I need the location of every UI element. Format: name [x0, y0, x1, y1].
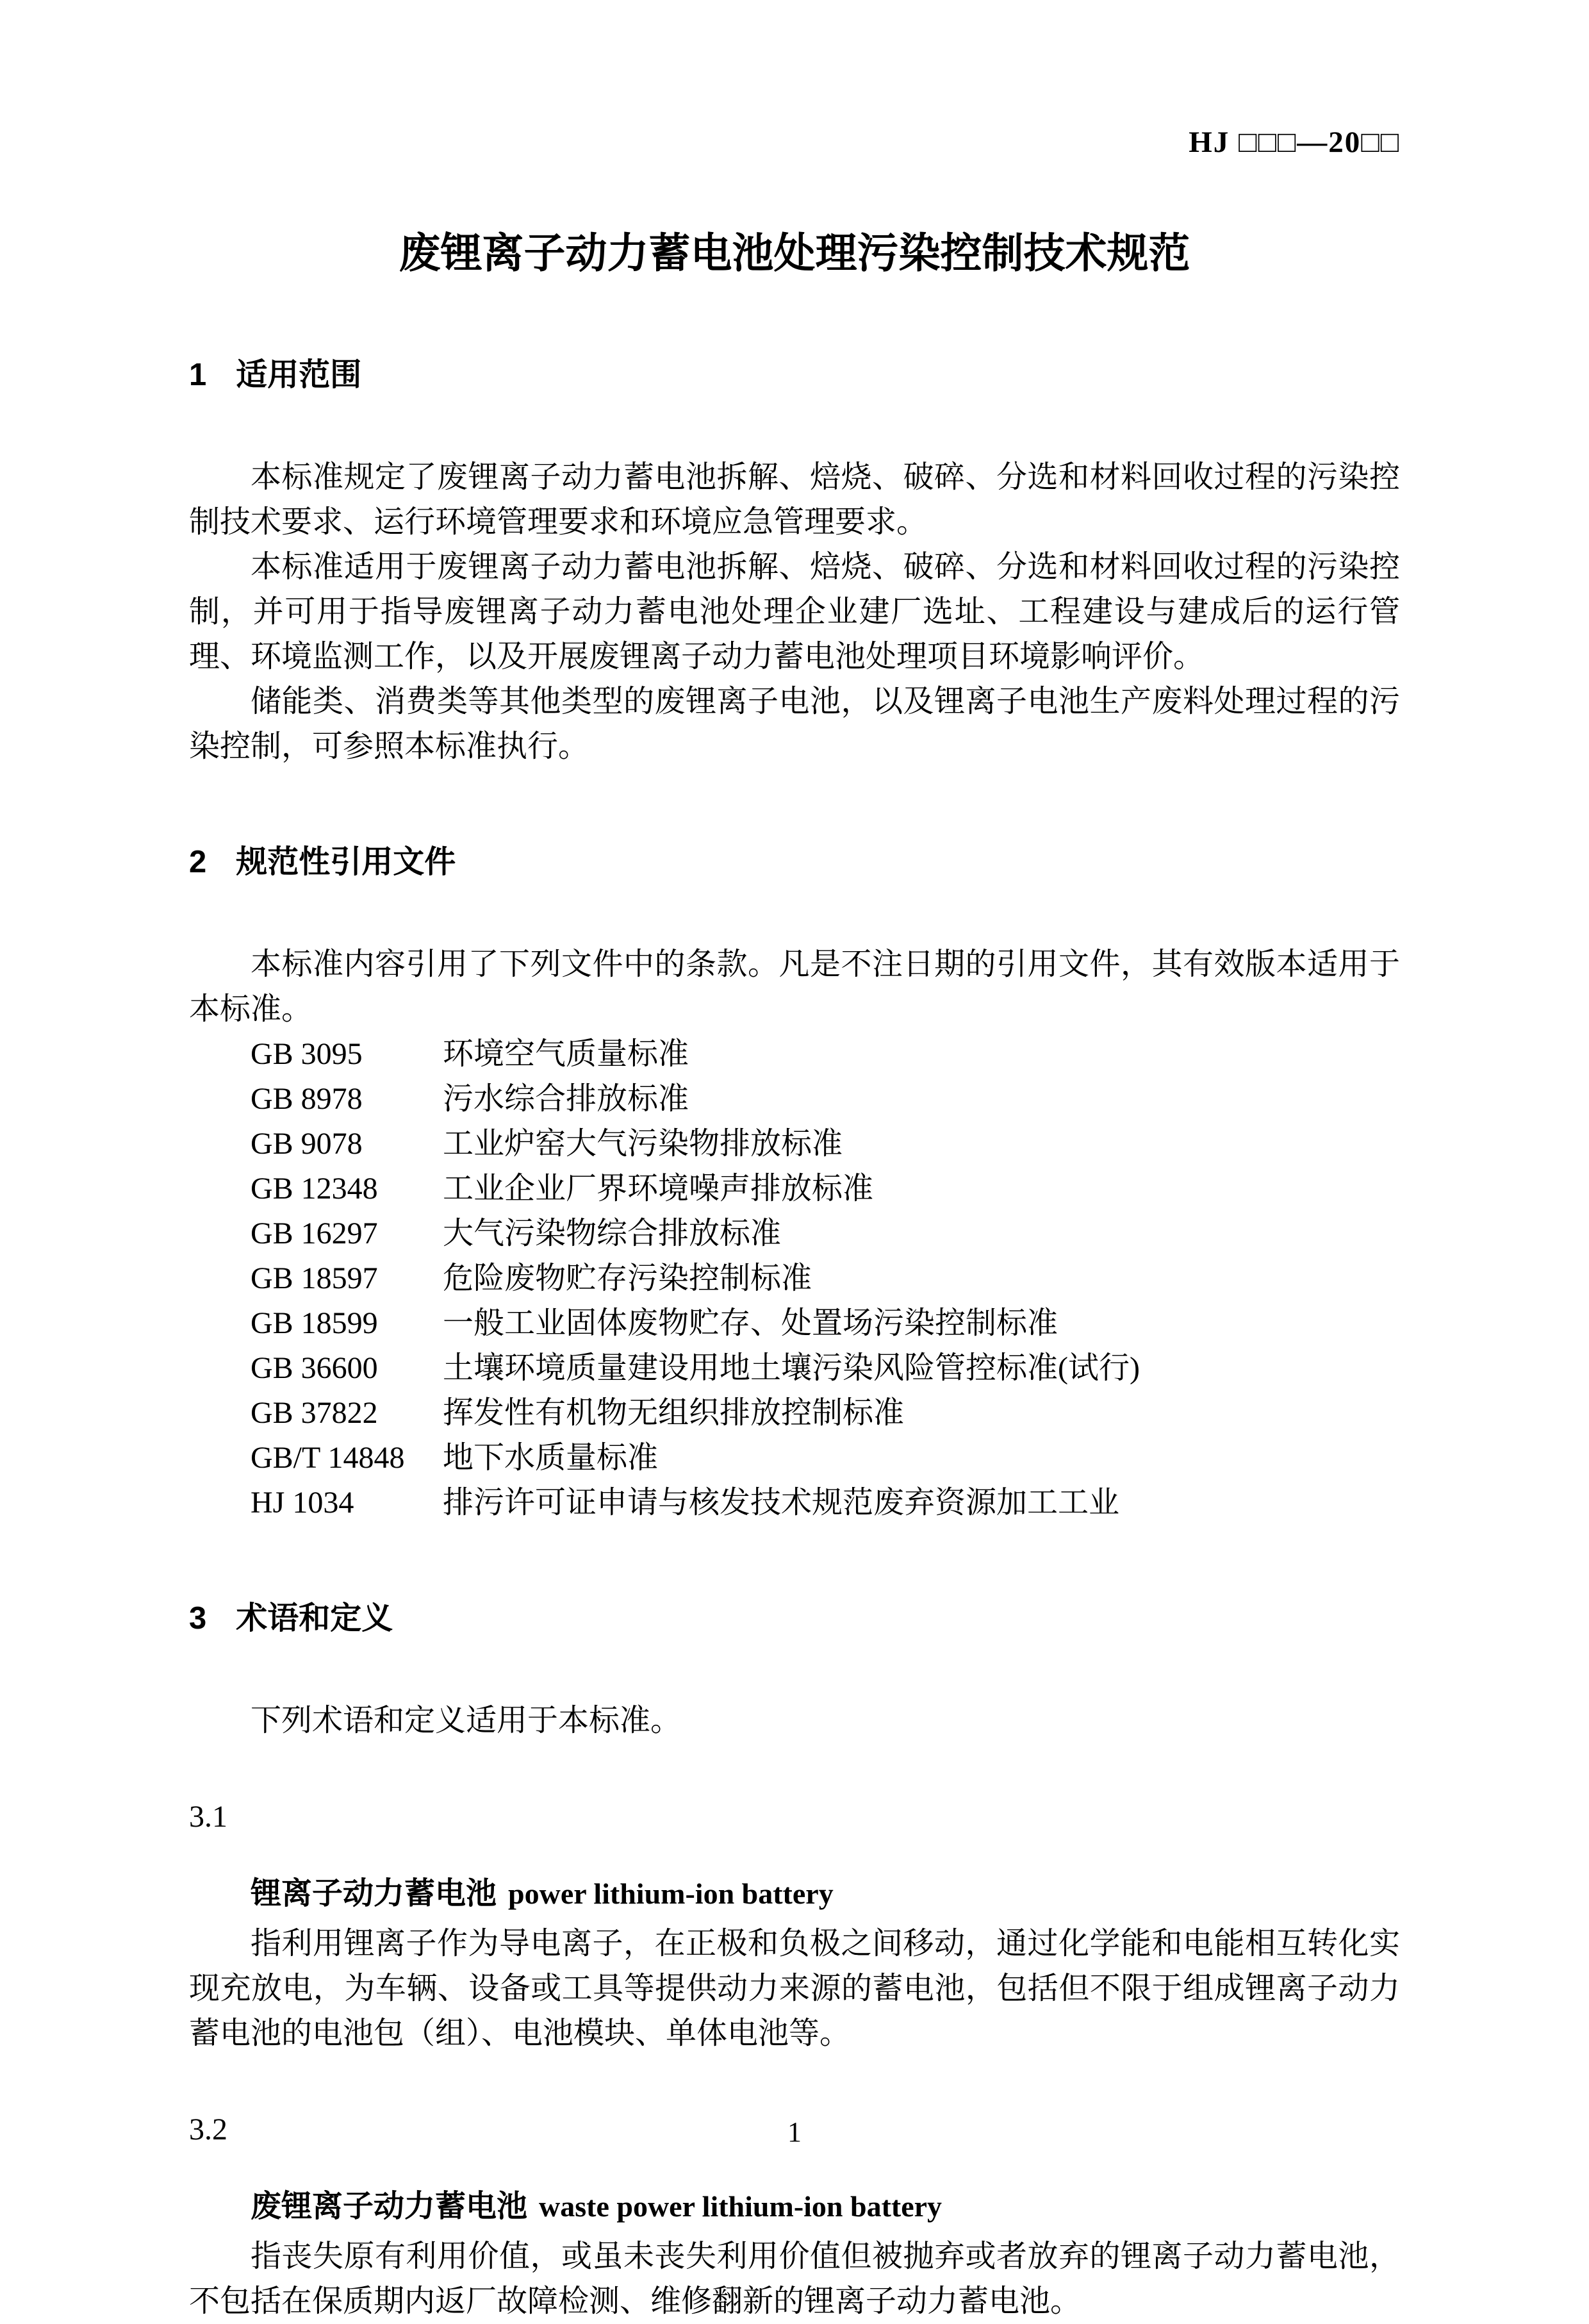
term-heading: [189, 2184, 1400, 2229]
reference-code: GB 16297: [251, 1216, 378, 1250]
term-en-label: waste power lithium-ion battery: [539, 2190, 943, 2223]
page-number: 1: [787, 2116, 802, 2148]
term-number: 3.1: [189, 1800, 227, 1834]
section-3-number: 3: [189, 1601, 207, 1636]
reference-item: [189, 1436, 1400, 1481]
reference-title: 地下水质量标准: [443, 1441, 659, 1475]
reference-title: 一般工业固体废物贮存、处置场污染控制标准: [443, 1306, 1058, 1340]
term-definition: 指丧失原有利用价值，或虽未丧失利用价值但被抛弃或者放弃的锂离子动力蓄电池，不包括在保质期内返厂故障检测、维修翻新的锂离子动力蓄电池。: [189, 2239, 1400, 2318]
reference-title: 工业炉窑大气污染物排放标准: [443, 1127, 843, 1161]
reference-title: 污水综合排放标准: [443, 1082, 689, 1116]
reference-item: [189, 1122, 1400, 1166]
reference-item: [189, 1211, 1400, 1256]
reference-title: 工业企业厂界环境噪声排放标准: [443, 1172, 874, 1206]
section-2-label: 规范性引用文件: [236, 845, 456, 879]
section-3-label: 术语和定义: [236, 1601, 393, 1636]
reference-title: 土壤环境质量建设用地土壤污染风险管控标准(试行): [443, 1351, 1140, 1385]
section-3-heading: [189, 1599, 1400, 1638]
reference-code: HJ 1034: [251, 1486, 354, 1520]
reference-list: [189, 1032, 1400, 1525]
section-2-intro: 本标准内容引用了下列文件中的条款。凡是不注日期的引用文件，其有效版本适用于本标准。: [189, 947, 1400, 1026]
section-2-number: 2: [189, 845, 207, 879]
reference-item: [189, 1256, 1400, 1301]
reference-code: GB 3095: [251, 1037, 363, 1071]
reference-code: GB 9078: [251, 1127, 363, 1161]
reference-title: 危险废物贮存污染控制标准: [443, 1261, 812, 1295]
reference-code: GB 18597: [251, 1261, 378, 1295]
reference-code: GB/T 14848: [251, 1441, 405, 1475]
term-heading: [189, 1872, 1400, 1916]
reference-title: 挥发性有机物无组织排放控制标准: [443, 1396, 905, 1430]
document-title: 废锂离子动力蓄电池处理污染控制技术规范: [399, 229, 1190, 276]
term-number: 3.2: [189, 2112, 227, 2146]
standard-number: HJ □□□—20□□: [1189, 126, 1400, 159]
reference-code: GB 8978: [251, 1082, 363, 1116]
reference-item: [189, 1346, 1400, 1391]
section-1-paragraph: 本标准适用于废锂离子动力蓄电池拆解、焙烧、破碎、分选和材料回收过程的污染控制，并可用于指导废锂离子动力蓄电池处理企业建厂选址、工程建设与建成后的运行管理、环境监测工作，以及开展废锂离子动力蓄电池处理项目环境影响评价。: [189, 550, 1400, 674]
section-1-label: 适用范围: [236, 358, 362, 392]
reference-code: GB 18599: [251, 1306, 378, 1340]
section-1-paragraph: 储能类、消费类等其他类型的废锂离子电池，以及锂离子电池生产废料处理过程的污染控制，可参照本标准执行。: [189, 685, 1400, 763]
section-1-number: 1: [189, 358, 207, 392]
reference-item: [189, 1032, 1400, 1077]
reference-code: GB 36600: [251, 1351, 378, 1385]
reference-item: [189, 1301, 1400, 1346]
section-1-heading: [189, 356, 1400, 394]
section-3-intro: 下列术语和定义适用于本标准。: [251, 1704, 682, 1738]
reference-code: GB 37822: [251, 1396, 378, 1430]
reference-item: [189, 1391, 1400, 1436]
section-1-paragraph: 本标准规定了废锂离子动力蓄电池拆解、焙烧、破碎、分选和材料回收过程的污染控制技术要求、运行环境管理要求和环境应急管理要求。: [189, 460, 1400, 539]
reference-title: 环境空气质量标准: [443, 1037, 689, 1071]
reference-item: [189, 1077, 1400, 1122]
reference-code: GB 12348: [251, 1172, 378, 1206]
term-en-label: power lithium-ion battery: [508, 1877, 834, 1910]
reference-item: [189, 1166, 1400, 1211]
section-2-heading: [189, 843, 1400, 881]
term-definition: 指利用锂离子作为导电离子，在正极和负极之间移动，通过化学能和电能相互转化实现充放电，为车辆、设备或工具等提供动力来源的蓄电池，包括但不限于组成锂离子动力蓄电池的电池包（组）、电池模块、单体电池等。: [189, 1927, 1400, 2050]
term-zh-label: 锂离子动力蓄电池: [251, 1877, 497, 1911]
term-zh-label: 废锂离子动力蓄电池: [251, 2189, 528, 2223]
reference-title: 排污许可证申请与核发技术规范废弃资源加工工业: [443, 1486, 1120, 1520]
reference-item: [189, 1481, 1400, 1525]
reference-title: 大气污染物综合排放标准: [443, 1216, 782, 1250]
